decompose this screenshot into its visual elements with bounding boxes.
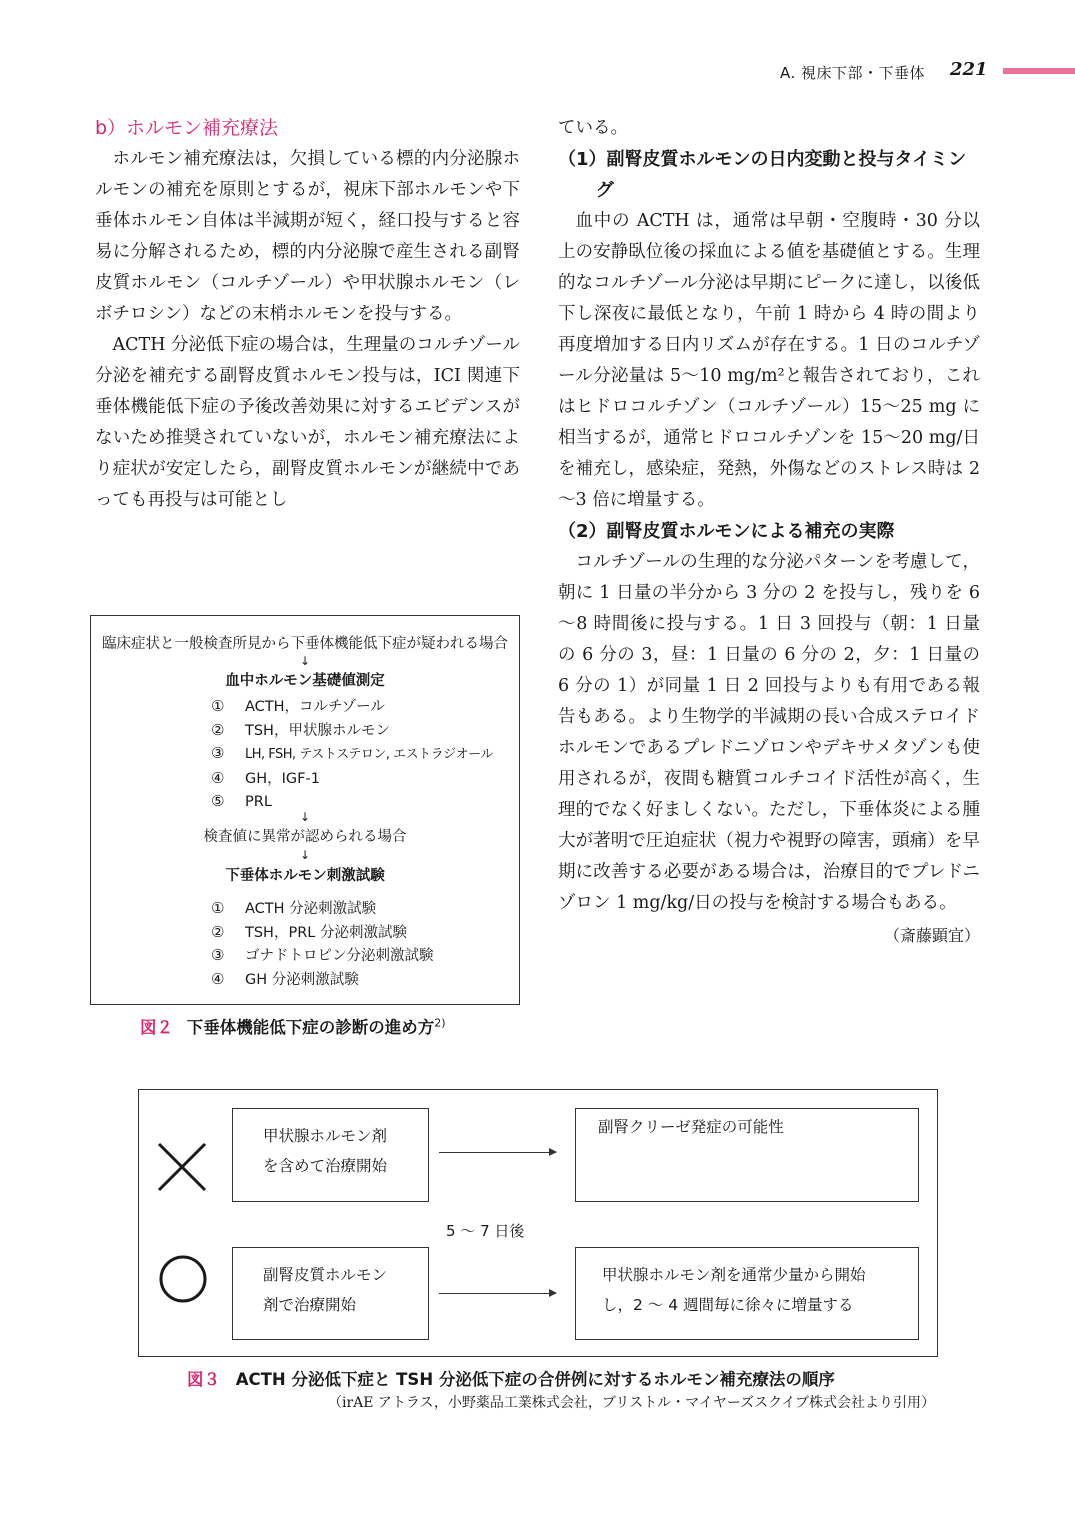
figure-caption-text: 下垂体機能低下症の診断の進め方 — [186, 1018, 435, 1037]
figure-2-flowchart — [90, 615, 520, 1005]
bad-start-box: 甲状腺ホルモン剤 を含めて治療開始 — [232, 1108, 429, 1202]
down-arrow-icon: ↓ — [299, 848, 311, 862]
list-item: ③ ゴナドトロピン分泌刺激試験 — [211, 946, 434, 964]
figure-label: 図２ — [140, 1018, 173, 1037]
list-item: ① ACTH，コルチゾール — [211, 697, 385, 715]
header-accent-bar — [1003, 68, 1075, 74]
figure-3-source: （irAE アトラス，小野薬品工業株式会社，ブリストル・マイヤーズスクイブ株式会社より引用） — [327, 1395, 935, 1411]
down-arrow-icon: ↓ — [299, 654, 311, 668]
figure-3-diagram — [138, 1089, 938, 1357]
list-item: ① ACTH 分泌刺激試験 — [211, 899, 377, 917]
flow-step-title: 下垂体ホルモン刺激試験 — [225, 868, 385, 884]
list-item: ④ GH 分泌刺激試験 — [211, 969, 359, 988]
good-start-box: 副腎皮質ホルモン 剤で治療開始 — [232, 1247, 429, 1340]
flow-step-list — [211, 695, 493, 814]
interval-label: 5 ～ 7 日後 — [446, 1222, 525, 1240]
cross-mark-icon — [153, 1132, 213, 1202]
good-result-box: 甲状腺ホルモン剤を通常少量から開始 し，2 ～ 4 週間毎に徐々に増量する — [575, 1247, 919, 1340]
running-header: A. 視床下部・下垂体 — [779, 64, 925, 82]
list-item: ② TSH，PRL 分泌刺激試験 — [211, 922, 407, 941]
bad-result-box: 副腎クリーゼ発症の可能性 — [575, 1108, 919, 1202]
paragraph: ホルモン補充療法は，欠損している標的内分泌腺ホルモンの補充を原則とするが，視床下部ホルモンや下垂体ホルモン自体は半減期が短く，経口投与すると容易に分解されるため，標的内分泌腺で産生される副腎皮質ホルモン（コルチゾール）や甲状腺ホルモン（レボチロシン）などの末梢ホルモンを投与する。 — [95, 149, 520, 324]
section-title: b）ホルモン補充療法 — [95, 117, 279, 139]
paragraph: ACTH 分泌低下症の場合は，生理量のコルチゾール分泌を補充する副腎皮質ホルモン投与は，ICI 関連下垂体機能低下症の予後改善効果に対するエビデンスがないため推奨されていないが，ホルモン補充療法により症状が安定したら，副腎皮質ホルモンが継続中であっても再投与は可能とし — [95, 335, 520, 510]
paragraph: 血中の ACTH は，通常は早朝・空腹時・30 分以上の安静臥位後の採血による値を基礎値とする。生理的なコルチゾール分泌は早期にピークに達し，以後低下し深夜に最低となり，午前 1 時から 4 時の間より再度増加する日内リズムが存在する。1 日のコルチゾール分泌量は 5～10 mg/m²と報告されており，これはヒドロコルチゾン（コルチゾール）15～25 mg に相当するが，通常ヒドロコルチゾンを 15～20 mg/日を補充し，感染症，発熱，外傷などのストレス時は 2～3 倍に増量する。 — [558, 211, 980, 510]
down-arrow-icon: ↓ — [299, 810, 311, 824]
cross-mark-icon — [153, 1132, 213, 1202]
list-item: ② TSH，甲状腺ホルモン — [211, 720, 390, 739]
subsection-title: （1）副腎皮質ホルモンの日内変動と投与タイミング — [558, 149, 967, 201]
list-item: ③ LH, FSH, テストステロン, エストラジオール — [211, 744, 493, 762]
list-item: ④ GH，IGF-1 — [211, 768, 320, 787]
right-arrow-icon — [439, 1293, 556, 1294]
flow-step-list — [211, 897, 434, 991]
figure-2-caption — [140, 1014, 446, 1038]
subsection-title: （2）副腎皮質ホルモンによる補充の実際 — [558, 521, 895, 542]
author: （斎藤顕宜） — [883, 926, 980, 945]
paragraph-continuation: ている。 — [558, 118, 628, 138]
paragraph: コルチゾールの生理的な分泌パターンを考慮して，朝に 1 日量の半分から 3 分の 2 を投与し，残りを 6～8 時間後に投与する。1 日 3 回投与（朝：1 日量の 6 分の 3，昼：1 日量の 6 分の 2，夕：1 日量の 6 分の 1）が同量 1 日 2 回投与よりも有用である報告もある。より生物学的半減期の長い合成ステロイドホルモンであるプレドニゾロンやデキサメタゾンも使用されるが，夜間も糖質コルチコイド活性が高く，生理的でなく好ましくない。ただし，下垂体炎による腫大が著明で圧迫症状（視力や視野の障害，頭痛）を早期に改善する必要がある場合は，治療目的でプレドニゾロン 1 mg/kg/日の投与を検討する場合もある。 — [558, 552, 980, 913]
figure-3-caption — [187, 1366, 835, 1390]
right-arrow-icon — [439, 1152, 556, 1153]
figure-label: 図３ — [187, 1370, 220, 1389]
flow-condition-text: 検査値に異常が認められる場合 — [203, 829, 407, 845]
page-number: 221 — [950, 59, 988, 80]
flow-step-title: 血中ホルモン基礎値測定 — [225, 673, 385, 689]
right-column — [558, 113, 980, 951]
list-item: ⑤ PRL — [211, 792, 272, 810]
figure-caption-text: ACTH 分泌低下症と TSH 分泌低下症の合併例に対するホルモン補充療法の順序 — [235, 1370, 835, 1389]
circle-mark-icon — [153, 1244, 213, 1314]
circle-mark-icon — [153, 1244, 213, 1314]
flow-start-text: 臨床症状と一般検査所見から下垂体機能低下症が疑われる場合 — [102, 636, 508, 652]
left-column — [95, 113, 520, 516]
citation-ref: 2) — [434, 1016, 446, 1030]
